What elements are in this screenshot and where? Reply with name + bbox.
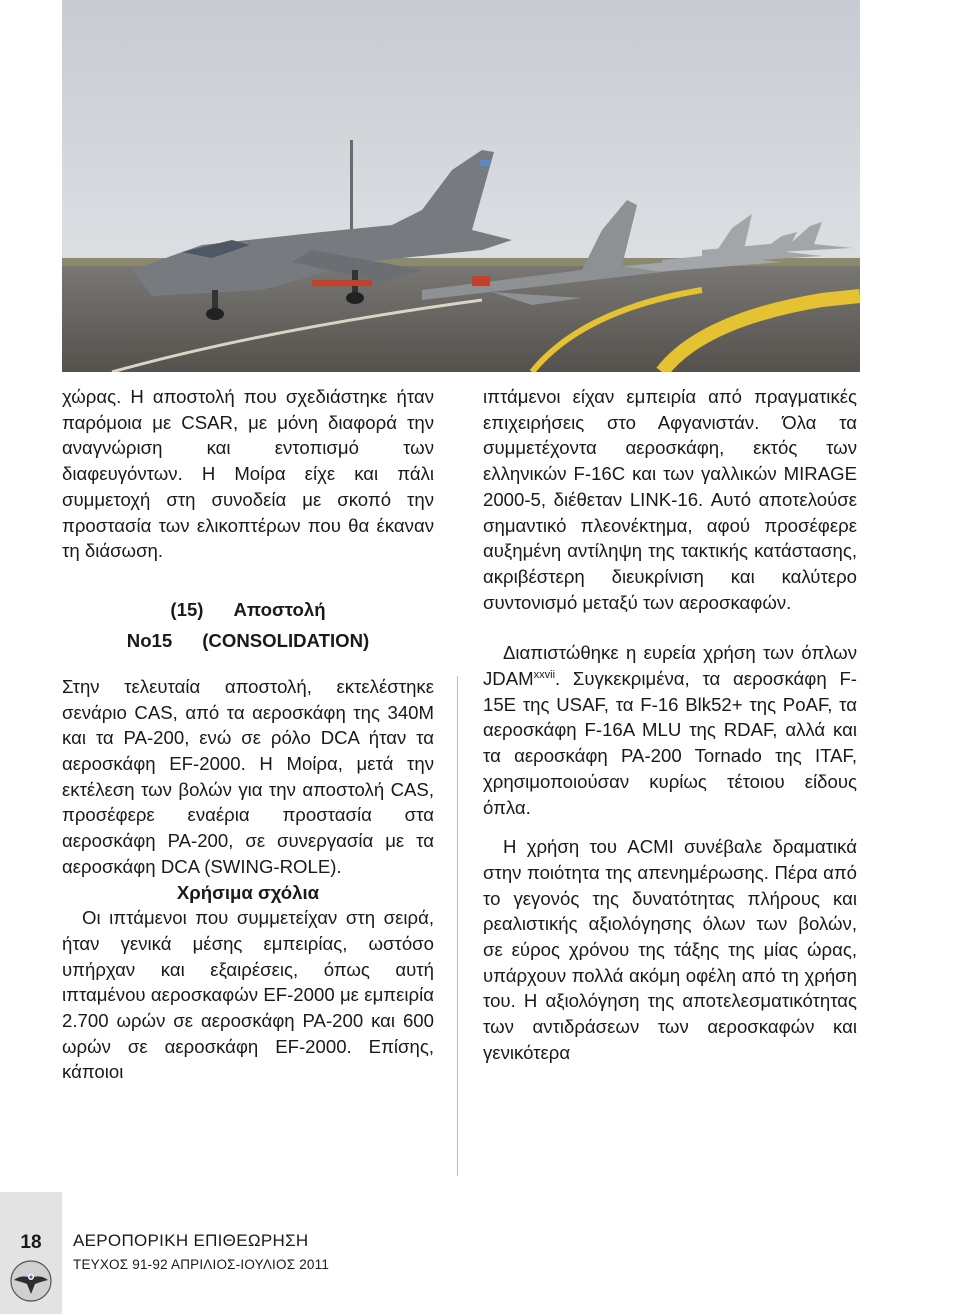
publication-title: ΑΕΡΟΠΟΡΙΚΗ ΕΠΙΘΕΩΡΗΣΗ xyxy=(73,1231,309,1250)
publication-issue: ΤΕΥΧΟΣ 91-92 ΑΠΡΙΛΙΟΣ-ΙΟΥΛΙΟΣ 2011 xyxy=(73,1257,330,1272)
right-paragraph-2 xyxy=(483,640,857,820)
footnote-ref: xxvii xyxy=(533,668,556,681)
heading-word: Αποστολή xyxy=(233,598,326,620)
left-paragraph-1: χώρας. Η αποστολή που σχεδιάστηκε ήταν παρόμοια με CSAR, με μόνη διαφορά την αναγνώριση και εντοπισμό των διαφευγόντων. Η Μοίρα είχε και πάλι συμμετοχή στη συνοδεία με σκοπό την προστασία των ελικοπτέρων που θα έκαναν τη διάσωση. xyxy=(62,386,434,562)
heading-number: (15) xyxy=(170,598,204,620)
column-divider xyxy=(457,676,458,1176)
useful-comments-heading: Χρήσιμα σχόλια xyxy=(176,881,320,903)
left-column xyxy=(62,384,434,1085)
right-paragraph-1: ιπτάμενοι είχαν εμπειρία από πραγματικές επιχειρήσεις στο Αφγανιστάν. Όλα τα συμμετέχοντα αεροσκάφη, εκτός των ελληνικών F-16C και των γαλλικών MIRAGE 2000-5, διέθεταν LINK-16. Αυτό αποτελούσε σημαντικό πλεονέκτημα, αφού προσέφερε αυξημένη αντίληψη της τακτικής κατάστασης, ακριβέστερη διευκρίνιση και καλύτερο συντονισμό μεταξύ των αεροσκαφών. xyxy=(483,386,857,613)
heading-mission-name: (CONSOLIDATION) xyxy=(202,629,370,651)
section-heading xyxy=(62,594,434,656)
left-paragraph-3: Οι ιπτάμενοι που συμμετείχαν στη σειρά, ήταν γενικά μέσης εμπειρίας, ωστόσο υπήρχαν και εξαιρέσεις, όπως αυτή ιπταμένου αεροσκαφών EF-2000 με εμπειρία 2.700 ωρών σε αεροσκάφη ΡΑ-200 και 600 ωρών σε αεροσκάφη EF-2000. Επίσης, κάποιοι xyxy=(62,907,434,1083)
right-paragraph-3: Η χρήση του ACMI συνέβαλε δραματικά στην ποιότητα της απενημέρωσης. Πέρα από το γεγονός της δυνατότητας πλήρους και ρεαλιστικής αξιολόγησης όλων των βολών, σε εύρος χρόνου της τάξης της μίας ώρας, υπάρχουν πολλά ακόμη οφέλη από τη χρήση του. Η αξιολόγηση της αποτελεσματικότητας των αντιδράσεων των αεροσκαφών και γενικότερα xyxy=(483,836,857,1063)
left-paragraph-2: Στην τελευταία αποστολή, εκτελέστηκε σενάριο CAS, από τα αεροσκάφη της 340Μ και τα ΡΑ-200, ενώ σε ρόλο DCA ήταν τα αεροσκάφη EF-2000. Η Μοίρα, μετά την εκτέλεση των βολών για την αποστολή CAS, προσέφερε εναέρια προστασία στα αεροσκάφη ΡΑ-200, σε συνεργασία με τα αεροσκάφη DCA (SWING-ROLE). xyxy=(62,675,434,877)
heading-mission-no: Νο15 xyxy=(126,629,173,651)
hellenic-air-force-emblem-icon xyxy=(10,1260,52,1302)
right-paragraph-2-start: Διαπιστώθηκε η ευρεία χρήση των όπλων JDAM xyxy=(483,642,857,690)
right-paragraph-2-end: . Συγκεκριμένα, τα αεροσκάφη F-15E της USAF, τα F-16 Blk52+ της PoAF, τα αεροσκάφη F-16A MLU της RDAF, αλλά και τα αεροσκάφη PA-200 Tornado της ITAF, χρησιμοποιούσαν κυρίως τέτοιου είδους όπλα. xyxy=(483,668,857,818)
page-number: 18 xyxy=(20,1232,42,1253)
right-column xyxy=(483,384,857,1066)
fighter-jets-on-runway-photo xyxy=(62,0,860,372)
